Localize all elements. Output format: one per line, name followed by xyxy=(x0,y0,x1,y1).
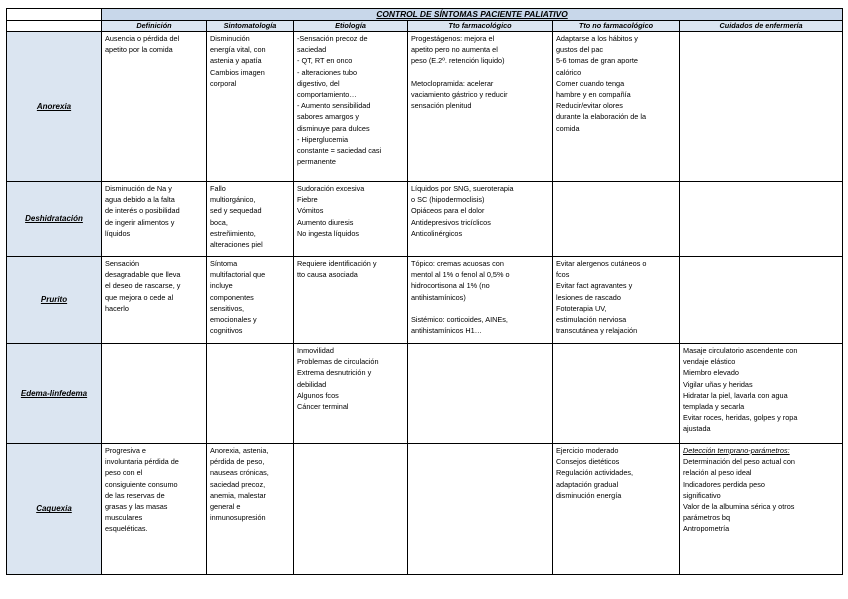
cell-line: Ausencia o pérdida del xyxy=(105,34,180,43)
table-title: CONTROL DE SÍNTOMAS PACIENTE PALIATIVO xyxy=(102,9,843,21)
cell-line: calórico xyxy=(556,67,582,77)
cell-definicion xyxy=(102,444,207,575)
cell-definicion xyxy=(102,32,207,182)
header-row xyxy=(7,21,843,32)
cell-line: No ingesta líquidos xyxy=(297,228,360,238)
table-row xyxy=(7,182,843,257)
cell-line: incluye xyxy=(210,281,233,291)
symptom-control-document xyxy=(6,8,842,575)
cell-line: gustos del pac xyxy=(556,45,604,55)
cell-line: multiorgánico, xyxy=(210,195,256,205)
cell-line: involuntaria pérdida de xyxy=(105,457,179,467)
row-label: Anorexia xyxy=(7,32,102,182)
cell-line: templada y secarla xyxy=(683,402,745,412)
cell-definicion xyxy=(102,182,207,257)
cell-definicion xyxy=(102,344,207,444)
cell-line: esqueléticas. xyxy=(105,524,148,534)
cell-line: energía vital, con xyxy=(210,45,266,55)
cell-line: multifactorial que xyxy=(210,270,266,280)
cell-line: Algunos fcos xyxy=(297,390,339,400)
cell-line: Problemas de circulación xyxy=(297,357,379,367)
cell-line: relación al peso ideal xyxy=(683,468,752,478)
table-row xyxy=(7,344,843,444)
cell-line: sabores amargos y xyxy=(297,112,360,122)
cell-line: Anorexia, astenia, xyxy=(210,446,269,455)
cell-cuidados-enfermeria xyxy=(680,32,843,182)
cell-line: vaciamiento gástrico y reducir xyxy=(411,89,508,99)
row-label: Caquexia xyxy=(7,444,102,575)
cell-line: hacerlo xyxy=(105,303,129,313)
cell-tto-farmacologico xyxy=(408,182,553,257)
cell-cuidados-enfermeria xyxy=(680,182,843,257)
symptom-table xyxy=(6,8,843,575)
cell-line: Antropometría xyxy=(683,524,730,534)
cell-line: Tópico: cremas acuosas con xyxy=(411,259,504,268)
cell-line: Masaje circulatorio ascendente con xyxy=(683,346,798,355)
cell-line: astenia y apatía xyxy=(210,56,262,66)
col-header-definicion: Definición xyxy=(102,21,207,32)
cell-tto-no-farmacologico xyxy=(553,32,680,182)
cell-line: Sudoración excesiva xyxy=(297,184,365,193)
cell-line: Vigilar uñas y heridas xyxy=(683,379,753,389)
cell-line: Vómitos xyxy=(297,206,324,216)
cell-line: vendaje elástico xyxy=(683,357,736,367)
cell-line: antihistamínicos H1… xyxy=(411,326,482,336)
cell-tto-farmacologico xyxy=(408,344,553,444)
cell-line: Evitar roces, heridas, golpes y ropa xyxy=(683,413,798,423)
cell-line: debilidad xyxy=(297,379,327,389)
cell-line: Detección temprano-parámetros: xyxy=(683,446,790,455)
cell-line: lesiones de rascado xyxy=(556,292,621,302)
cell-line: cognitivos xyxy=(210,326,243,336)
cell-definicion xyxy=(102,257,207,344)
cell-line: sed y sequedad xyxy=(210,206,262,216)
cell-line: transcutánea y relajación xyxy=(556,326,638,336)
cell-line: de interés o posibilidad xyxy=(105,206,180,216)
cell-line: durante la elaboración de la xyxy=(556,112,647,122)
cell-line: saciedad precoz, xyxy=(210,479,266,489)
cell-line: Reducir/evitar olores xyxy=(556,101,623,111)
cell-line: apetito por la comida xyxy=(105,45,173,55)
title-row xyxy=(7,9,843,21)
cell-line: - Aumento sensibilidad xyxy=(297,101,371,111)
cell-line: disminución energía xyxy=(556,490,622,500)
cell-line: Determinación del peso actual con xyxy=(683,457,795,467)
cell-line: sensación plenitud xyxy=(411,101,472,111)
cell-etiologia xyxy=(294,344,408,444)
col-header-tto-farmacologico: Tto farmacológico xyxy=(408,21,553,32)
cell-line: Requiere identificación y xyxy=(297,259,377,268)
table-row xyxy=(7,257,843,344)
cell-line: Cáncer terminal xyxy=(297,402,349,412)
cell-line: Miembro elevado xyxy=(683,368,739,378)
cell-etiologia xyxy=(294,182,408,257)
cell-line: saciedad xyxy=(297,45,327,55)
cell-line: Evitar alergenos cutáneos o xyxy=(556,259,647,268)
cell-tto-no-farmacologico xyxy=(553,344,680,444)
cell-sintomatologia xyxy=(207,344,294,444)
cell-tto-farmacologico xyxy=(408,32,553,182)
cell-line: musculares xyxy=(105,513,143,523)
cell-line: emocionales y xyxy=(210,315,257,325)
cell-line: peso con el xyxy=(105,468,143,478)
cell-line: de ingerir alimentos y xyxy=(105,217,175,227)
cell-line: comportamiento… xyxy=(297,90,357,100)
cell-line: Metoclopramida: acelerar xyxy=(411,78,494,88)
cell-line: Indicadores perdida peso xyxy=(683,479,765,489)
cell-etiologia xyxy=(294,444,408,575)
cell-line: corporal xyxy=(210,78,237,88)
cell-line: Sensación xyxy=(105,259,140,268)
cell-line: componentes xyxy=(210,292,254,302)
col-header-sintomatologia: Sintomatología xyxy=(207,21,294,32)
cell-line: el deseo de rascarse, y xyxy=(105,281,181,291)
row-label: Deshidratación xyxy=(7,182,102,257)
cell-line: fcos xyxy=(556,270,570,280)
cell-line: Aumento diuresis xyxy=(297,217,354,227)
cell-line: o SC (hipodermoclisis) xyxy=(411,195,485,205)
cell-line: desagradable que lleva xyxy=(105,270,181,280)
cell-line: Opiáceos para el dolor xyxy=(411,206,485,216)
cell-line: de las reservas de xyxy=(105,490,165,500)
cell-line: Fallo xyxy=(210,184,226,193)
cell-line: estreñimiento, xyxy=(210,228,256,238)
cell-cuidados-enfermeria xyxy=(680,444,843,575)
cell-line: tto causa asociada xyxy=(297,270,358,280)
cell-line: Consejos dietéticos xyxy=(556,457,620,467)
cell-line: Progestágenos: mejora el xyxy=(411,34,495,43)
cell-line: Adaptarse a los hábitos y xyxy=(556,34,638,43)
cell-line: 5-6 tomas de gran aporte xyxy=(556,56,638,66)
cell-line: inmunosupresión xyxy=(210,513,266,523)
cell-line: parámetros bq xyxy=(683,513,731,523)
cell-line: constante = saciedad casi xyxy=(297,146,382,156)
cell-line: Disminución de Na y xyxy=(105,184,172,193)
cell-line: anemia, malestar xyxy=(210,490,266,500)
cell-tto-farmacologico xyxy=(408,444,553,575)
cell-line: hambre y en compañía xyxy=(556,90,631,100)
cell-line: Fiebre xyxy=(297,195,318,205)
cell-line xyxy=(411,67,549,78)
cell-etiologia xyxy=(294,32,408,182)
cell-etiologia xyxy=(294,257,408,344)
cell-line: digestivo, del xyxy=(297,78,340,88)
cell-line: antihistamínicos) xyxy=(411,292,466,302)
cell-line: líquidos xyxy=(105,228,131,238)
cell-line: Comer cuando tenga xyxy=(556,78,625,88)
cell-line: Extrema desnutrición y xyxy=(297,368,372,378)
cell-line: Ejercicio moderado xyxy=(556,446,619,455)
table-row xyxy=(7,32,843,182)
cell-line: - Hiperglucemia xyxy=(297,134,349,144)
cell-line: Inmovilidad xyxy=(297,346,334,355)
cell-sintomatologia xyxy=(207,444,294,575)
cell-line: Anticolinérgicos xyxy=(411,228,463,238)
cell-line: boca, xyxy=(210,217,228,227)
cell-line: que mejora o cede al xyxy=(105,292,174,302)
cell-line: Sistémico: corticoides, AINEs, xyxy=(411,314,508,324)
col-header-tto-no-farmacologico: Tto no farmacológico xyxy=(553,21,680,32)
cell-line: Fototerapia UV, xyxy=(556,303,607,313)
cell-line: Valor de la albumina sérica y otros xyxy=(683,502,795,512)
row-label: Prurito xyxy=(7,257,102,344)
cell-tto-no-farmacologico xyxy=(553,257,680,344)
cell-line: hidrocortisona al 1% (no xyxy=(411,281,490,291)
cell-sintomatologia xyxy=(207,182,294,257)
cell-line: grasas y las masas xyxy=(105,502,168,512)
cell-line: mentol al 1% o fenol al 0,5% o xyxy=(411,270,510,280)
cell-line: sensitivos, xyxy=(210,303,245,313)
cell-cuidados-enfermeria xyxy=(680,257,843,344)
row-label: Edema-linfedema xyxy=(7,344,102,444)
cell-line: Evitar fact agravantes y xyxy=(556,281,633,291)
cell-line: -Sensación precoz de xyxy=(297,34,368,43)
cell-line: - alteraciones tubo xyxy=(297,67,358,77)
cell-line: Líquidos por SNG, sueroterapia xyxy=(411,184,514,193)
cell-line: apetito pero no aumenta el xyxy=(411,45,498,55)
table-row xyxy=(7,444,843,575)
cell-line xyxy=(411,303,549,314)
cell-line: estimulación nerviosa xyxy=(556,315,627,325)
cell-sintomatologia xyxy=(207,32,294,182)
cell-line: permanente xyxy=(297,157,336,167)
cell-line: Síntoma xyxy=(210,259,238,268)
cell-line: agua debido a la falta xyxy=(105,195,175,205)
cell-line: pérdida de peso, xyxy=(210,457,265,467)
cell-tto-no-farmacologico xyxy=(553,182,680,257)
cell-line: comida xyxy=(556,123,580,133)
cell-tto-farmacologico xyxy=(408,257,553,344)
cell-line: significativo xyxy=(683,490,721,500)
cell-line: Cambios imagen xyxy=(210,67,265,77)
cell-line: ajustada xyxy=(683,424,711,434)
cell-line: alteraciones piel xyxy=(210,240,263,250)
col-header-etiologia: Etiología xyxy=(294,21,408,32)
cell-sintomatologia xyxy=(207,257,294,344)
cell-line: Hidratar la piel, lavarla con agua xyxy=(683,390,788,400)
cell-line: consiguiente consumo xyxy=(105,479,178,489)
cell-line: disminuye para dulces xyxy=(297,123,370,133)
cell-line: peso (E.2º. retención liquido) xyxy=(411,56,505,66)
cell-cuidados-enfermeria xyxy=(680,344,843,444)
cell-line: nauseas crónicas, xyxy=(210,468,269,478)
col-header-cuidados-enfermeria: Cuidados de enfermería xyxy=(680,21,843,32)
cell-line: Disminución xyxy=(210,34,250,43)
cell-line: general e xyxy=(210,502,241,512)
cell-line: Progresiva e xyxy=(105,446,146,455)
cell-line: - QT, RT en onco xyxy=(297,56,353,66)
cell-line: adaptación gradual xyxy=(556,479,619,489)
cell-line: Antidepresivos tricíclicos xyxy=(411,217,491,227)
cell-line: Regulación actividades, xyxy=(556,468,634,478)
cell-tto-no-farmacologico xyxy=(553,444,680,575)
